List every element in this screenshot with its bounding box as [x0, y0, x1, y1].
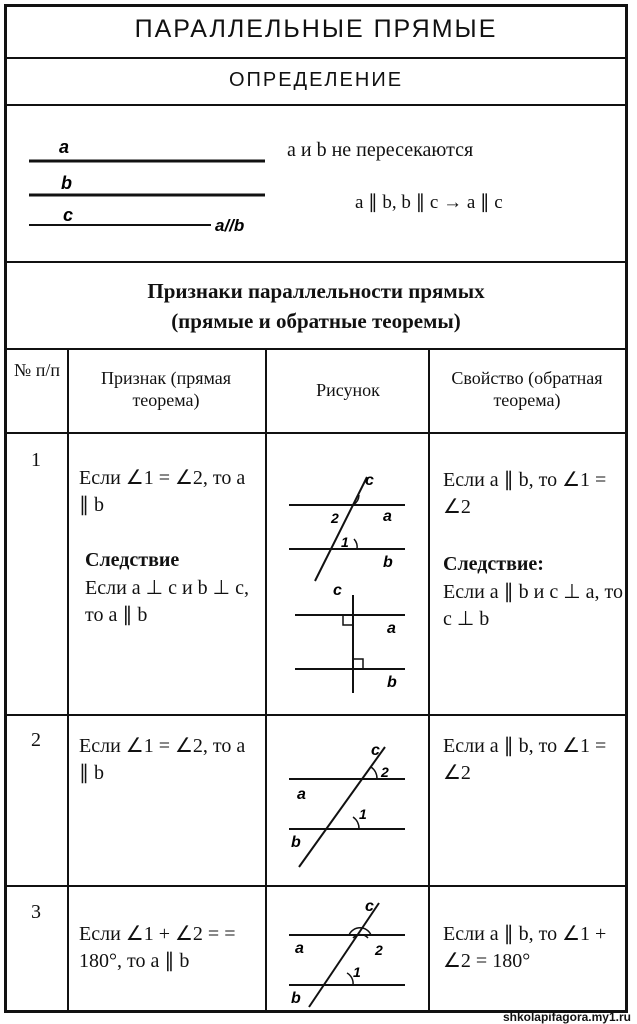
- row1-property: Если a ∥ b, то ∠1 = ∠2: [443, 469, 607, 518]
- divider: [7, 104, 625, 106]
- svg-text:1: 1: [359, 806, 367, 822]
- divider: [7, 714, 625, 716]
- svg-text:1: 1: [341, 534, 349, 550]
- svg-text:c: c: [371, 742, 380, 759]
- row1-sign-corollary: Если a ⊥ c и b ⊥ c, то a ∥ b: [85, 577, 249, 626]
- svg-text:2: 2: [375, 942, 383, 958]
- column-header-num: № п/п: [14, 360, 60, 380]
- signs-heading-line1: Признаки параллельности прямых: [147, 279, 485, 303]
- transitivity-text: a ∥ b, b ∥ c → a ∥ c: [355, 192, 503, 213]
- row1-property-corollary: Если a ∥ b и c ⊥ a, то c ⊥ b: [443, 581, 624, 630]
- watermark: shkolapifagora.my1.ru: [502, 1010, 631, 1024]
- row1-property-corollary-label: Следствие:: [443, 553, 544, 575]
- definition-heading: ОПРЕДЕЛЕНИЕ: [228, 69, 404, 91]
- svg-text:c: c: [365, 472, 374, 489]
- svg-text:a: a: [295, 940, 304, 957]
- divider: [7, 348, 625, 350]
- divider: [7, 432, 625, 434]
- svg-text:b: b: [387, 674, 397, 691]
- svg-text:a: a: [297, 786, 306, 803]
- svg-text:b: b: [291, 990, 301, 1007]
- label-b: b: [61, 173, 72, 193]
- column-divider: [428, 348, 430, 1010]
- row1-figure: [269, 447, 427, 707]
- svg-text:a: a: [383, 508, 392, 525]
- label-a: a: [59, 137, 70, 157]
- svg-text:c: c: [333, 582, 342, 599]
- column-divider: [265, 348, 267, 1010]
- svg-text:c: c: [365, 898, 374, 915]
- row-number: 2: [31, 729, 41, 751]
- row1-sign: Если ∠1 = ∠2, то a ∥ b: [79, 467, 246, 516]
- row3-property: Если a ∥ b, то ∠1 + ∠2 = 180°: [443, 923, 607, 972]
- column-header-sign: Признак (прямая теорема): [100, 368, 232, 410]
- svg-text:a: a: [387, 620, 396, 637]
- svg-text:1: 1: [353, 964, 361, 980]
- svg-text:b: b: [291, 834, 301, 851]
- definition-figure: [21, 125, 281, 245]
- row2-sign: Если ∠1 = ∠2, то a ∥ b: [79, 735, 246, 784]
- column-header-figure: Рисунок: [316, 380, 380, 400]
- row2-property: Если a ∥ b, то ∠1 = ∠2: [443, 735, 607, 784]
- svg-text:b: b: [383, 554, 393, 571]
- column-divider: [67, 348, 69, 1010]
- svg-text:2: 2: [331, 510, 339, 526]
- definition-text: a и b не пересекаются: [287, 139, 474, 161]
- row2-figure: [269, 719, 427, 887]
- divider: [7, 261, 625, 263]
- page-title: ПАРАЛЛЕЛЬНЫЕ ПРЯМЫЕ: [134, 15, 498, 43]
- signs-heading-line2: (прямые и обратные теоремы): [171, 309, 461, 333]
- label-a-parallel-b: a//b: [215, 216, 245, 235]
- row1-sign-corollary-label: Следствие: [85, 549, 180, 571]
- row3-figure: [269, 889, 427, 1013]
- label-c: c: [63, 205, 74, 225]
- parallel-lines-sheet: [4, 4, 628, 1013]
- column-header-property: Свойство (обратная теорема): [451, 368, 603, 410]
- divider: [7, 57, 625, 59]
- svg-text:2: 2: [381, 764, 389, 780]
- row-number: 1: [31, 449, 41, 471]
- row-number: 3: [31, 901, 41, 923]
- divider: [7, 885, 625, 887]
- row3-sign: Если ∠1 + ∠2 = = 180°, то a ∥ b: [79, 923, 236, 972]
